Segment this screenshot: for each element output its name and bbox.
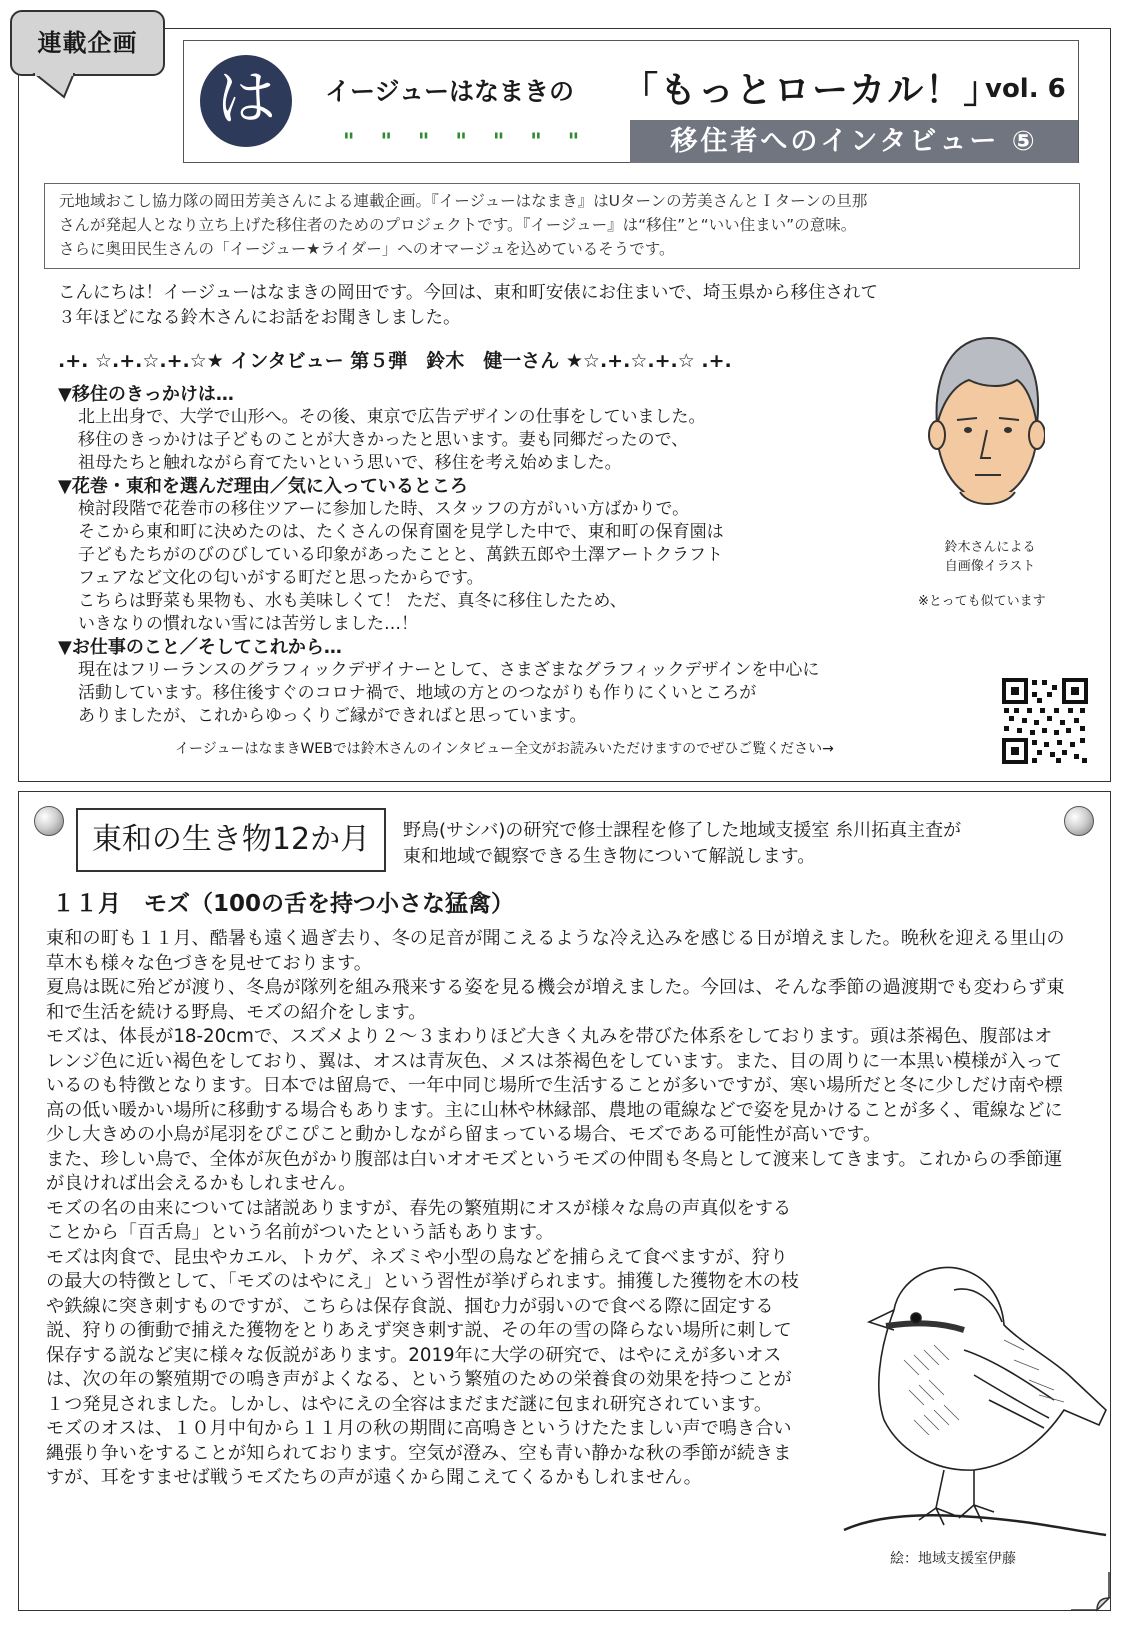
intro-line: さんが発起人となり立ち上げた移住者のためのプロジェクトです。『イージュー』は“移住”と“いい住まい”の意味。 [59,216,857,234]
interview-heading: .+. ☆.+.☆.+.☆★ インタビュー 第５弾 鈴木 健一さん ★☆.+.☆.+.☆ .+. [58,350,732,372]
web-link-note: イージューはなまきWEBでは鈴木さんのインタビュー全文がお読みいただけますのでぜひご覧ください→ [175,741,834,757]
answer-line: いきなりの慣れない雪には苦労しました…！ [78,614,418,634]
answer-line: ありましたが、これからゆっくりご縁ができればと思っています。 [78,706,587,726]
answer-line: 祖母たちと触れながら育てたいという思いで、移住を考え始めました。 [78,453,622,473]
wildlife-series-description [403,818,1063,870]
speech-bubble-tail [30,73,80,101]
answer-line: 活動しています。移住後すぐのコロナ禍で、地域の方とのつながりも作りにくいところが [78,683,757,703]
article-paragraph: モズの名の由来については諸説ありますが、春先の繁殖期にオスが様々な鳥の声真似をすることから「百舌鳥」という名前がついたという話もあります。 [46,1197,792,1243]
answer-line: 子どもたちがのびのびしている印象があったことと、萬鉄五郎や土澤アートクラフト [78,545,723,565]
decorative-marks: """"""" [343,130,606,155]
series-title: 「もっとローカル！」 [622,70,1002,111]
wildlife-series-title: 東和の生き物12か月 [76,808,386,872]
article-paragraph: モズのオスは、１０月中旬から１１月の秋の期間に高鳴きというけたたましい声で鳴き合い縄張り争いをすることが知られております。空気が澄み、空も青い静かな秋の季節が続きますが、耳をすませば戦うモズたちの声が遠くから聞こえてくるかもしれません。 [46,1418,792,1488]
interview-banner: 移住者へのインタビュー ⑤ [630,120,1078,163]
greeting [58,281,1068,331]
intro-box [44,183,1080,269]
intro-line: さらに奥田民生さんの「イージュー★ライダー」へのオマージュを込めているそうです。 [59,240,675,258]
article-paragraph: 夏鳥は既に殆どが渡り、冬鳥が隊列を組み飛来する姿を見る機会が増えました。今回は、そんな季節の過渡期でも変わらず東和で生活を続ける野鳥、モズの紹介をします。 [46,977,1065,1023]
answer-line: こちらは野菜も果物も、水も美味しくて！ ただ、真冬に移住したため、 [78,591,627,611]
portrait-caption-line: 鈴木さんによる [944,540,1036,555]
portrait-caption [930,538,1050,576]
answer-line: そこから東和町に決めたのは、たくさんの保育園を見学した中で、東和町の保育園は [78,522,724,542]
qa-section [58,383,1008,728]
question: ▼お仕事のこと／そしてこれから… [58,637,342,658]
month-title: １１月 モズ（100の舌を持つ小さな猛禽） [52,891,515,917]
logo-icon: は [200,55,292,147]
shrike-illustration [824,1250,1109,1540]
portrait-caption-line: 自画像イラスト [944,559,1036,574]
answer-line: 移住のきっかけは子どものことが大きかったと思います。妻も同郷だったので、 [78,430,689,450]
illustration-credit: 絵：地域支援室伊藤 [890,1551,1016,1567]
portrait-illustration [925,330,1045,530]
greeting-line: こんにちは！イージューはなまきの岡田です。今回は、東和町安俵にお住まいで、埼玉県から移住されて [58,283,879,303]
question: ▼花巻・東和を選んだ理由／気に入っているところ [58,476,468,497]
description-line: 東和地域で観察できる生き物について解説します。 [403,846,816,867]
qr-code-icon[interactable] [1002,678,1088,764]
question: ▼移住のきっかけは… [58,384,234,405]
answer-line: 現在はフリーランスのグラフィックデザイナーとして、さまざまなグラフィックデザインを中心に [78,660,820,680]
article-paragraph: 東和の町も１１月、酷暑も遠く過ぎ去り、冬の足音が聞こえるような冷え込みを感じる日が増えました。晩秋を迎える里山の草木も様々な色づきを見せております。 [46,928,1065,974]
portrait-note: ※とっても似ています [918,594,1046,609]
article-paragraph: また、珍しい鳥で、全体が灰色がかり腹部は白いオオモズというモズの仲間も冬鳥として渡来してきます。これからの季節運が良ければ出会えるかもしれません。 [46,1148,1063,1194]
series-tag: 連載企画 [10,10,165,76]
article-paragraph: モズは肉食で、昆虫やカエル、トカゲ、ネズミや小型の鳥などを捕らえて食べますが、狩りの最大の特徴として、「モズのはやにえ」という習性が挙げられます。捕獲した獲物を木の枝や鉄線に突き刺すものですが、こちらは保存食説、掴む力が弱いので食べる際に固定する説、狩りの衝動で捕えた獲物をとりあえず突き刺す説、その年の雪の降らない場所に刺して保存する説など実に様々な仮説があります。2019年に大学の研究で、はやにえが多いオスは、次の年の繁殖期での鳴き声がよくなる、という繁殖のための栄養食の効果を持つことが１つ発見されました。しかし、はやにえの全容はまだまだ謎に包まれ研究されています。 [46,1246,799,1415]
pin-icon [34,806,64,836]
article-paragraph: モズは、体長が18-20cmで、スズメより２～３まわりほど大きく丸みを帯びた体系をしております。頭は茶褐色、腹部はオレンジ色に近い褐色をしており、翼は、オスは青灰色、メスは茶褐色をしています。また、目の周りに一本黒い模様が入っているのも特徴となります。日本では留鳥で、一年中同じ場所で生活することが多いですが、寒い場所だと冬に少しだけ南や標高の低い暖かい場所に移動する場合もあります。主に山林や林縁部、農地の電線などで姿を見かけることが多く、電線などに少し大きめの小鳥が尾羽をぴこぴこと動かしながら留まっている場合、モズである可能性が高いです。 [46,1026,1063,1145]
intro-line: 元地域おこし協力隊の岡田芳美さんによる連載企画。『イージューはなまき』はUターンの芳美さんとＩターンの旦那 [59,192,868,210]
volume-number: vol. 6 [985,74,1066,104]
page-curl-icon [1071,1572,1111,1612]
answer-line: フェアなど文化の匂いがする町だと思ったからです。 [78,568,484,588]
answer-line: 検討段階で花巻市の移住ツアーに参加した時、スタッフの方がいい方ばかりで。 [78,499,690,519]
answer-line: 北上出身で、大学で山形へ。その後、東京で広告デザインの仕事をしていました。 [78,407,706,427]
series-prefix: イージューはなまきの [325,77,575,106]
pin-icon [1064,806,1094,836]
greeting-line: ３年ほどになる鈴木さんにお話をお聞きしました。 [58,308,461,328]
description-line: 野鳥(サシバ)の研究で修士課程を修了した地域支援室 糸川拓真主査が [403,820,962,841]
